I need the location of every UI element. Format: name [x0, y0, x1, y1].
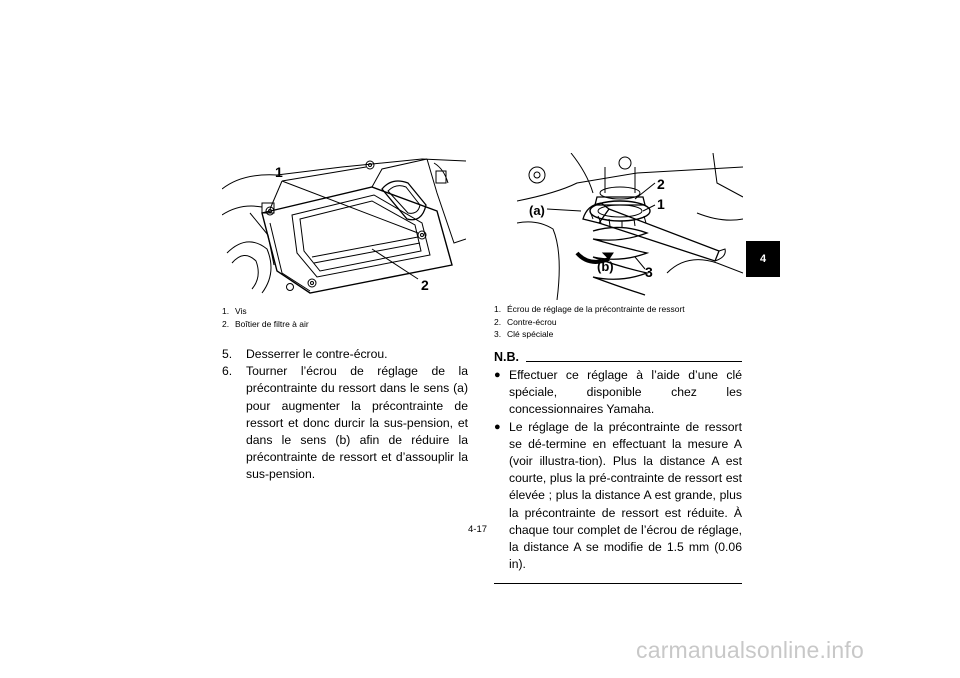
page-number: 4-17	[468, 524, 488, 535]
note-box	[494, 350, 742, 584]
callout-1: 1	[275, 164, 283, 180]
list-item: ● Le réglage de la précontrainte de ressort se dé-termine en effectuant la mesure A (voir illustra-tion). Plus la distance A est courte, plus la pré-contrainte de ressort est élevée ; plus la distance A est grande, plus la précontrainte de ressort est réduite. À chaque tour complet de l’écrou de réglage, la distance A se modifie de 1.5 mm (0.06 in).	[494, 419, 742, 572]
caption-item: 1. Vis	[222, 306, 247, 316]
callout-2: 2	[421, 277, 429, 293]
bullet-icon: ●	[494, 369, 501, 381]
air-filter-drawing	[222, 153, 466, 300]
watermark: carmanualsonline.info	[636, 637, 864, 663]
callout-1: 1	[657, 196, 665, 212]
note-bottom-rule	[494, 583, 742, 584]
left-figure-captions	[222, 305, 309, 330]
chapter-tab: 4	[746, 241, 780, 277]
step-5: 5. Desserrer le contre-écrou.	[222, 347, 388, 361]
list-item: ● Effectuer ce réglage à l’aide d’une clé spéciale, disponible chez les concessionnaires Yamaha.	[494, 368, 742, 417]
right-figure-captions	[494, 303, 685, 341]
step-6: 6. Tourner l’écrou de réglage de la précontrainte du ressort dans le sens (a) pour augmenter la précontrainte de ressort et donc durcir la sus-pension, et dans le sens (b) afin de réduire la précontrainte de ressort et d’assouplir la sus-pension.	[222, 364, 468, 482]
caption-item: 1. Écrou de réglage de la précontrainte de ressort	[494, 304, 685, 314]
caption-item: 2. Boîtier de filtre à air	[222, 318, 309, 329]
note-heading-row	[494, 350, 742, 365]
air-filter-illustration	[222, 153, 466, 300]
bullet-icon: ●	[494, 420, 501, 433]
label-a: (a)	[529, 203, 545, 218]
spring-preload-drawing	[517, 153, 743, 300]
caption-item: 3. Clé spéciale	[494, 329, 554, 339]
caption-item: 2. Contre-écrou	[494, 316, 557, 327]
callout-3: 3	[645, 264, 653, 280]
note-top-rule	[526, 361, 742, 362]
label-b: (b)	[597, 259, 614, 274]
note-heading: N.B.	[494, 350, 519, 364]
callout-2: 2	[657, 176, 665, 192]
note-list	[494, 367, 742, 573]
procedure-steps	[222, 346, 468, 484]
spring-preload-illustration	[517, 153, 743, 300]
